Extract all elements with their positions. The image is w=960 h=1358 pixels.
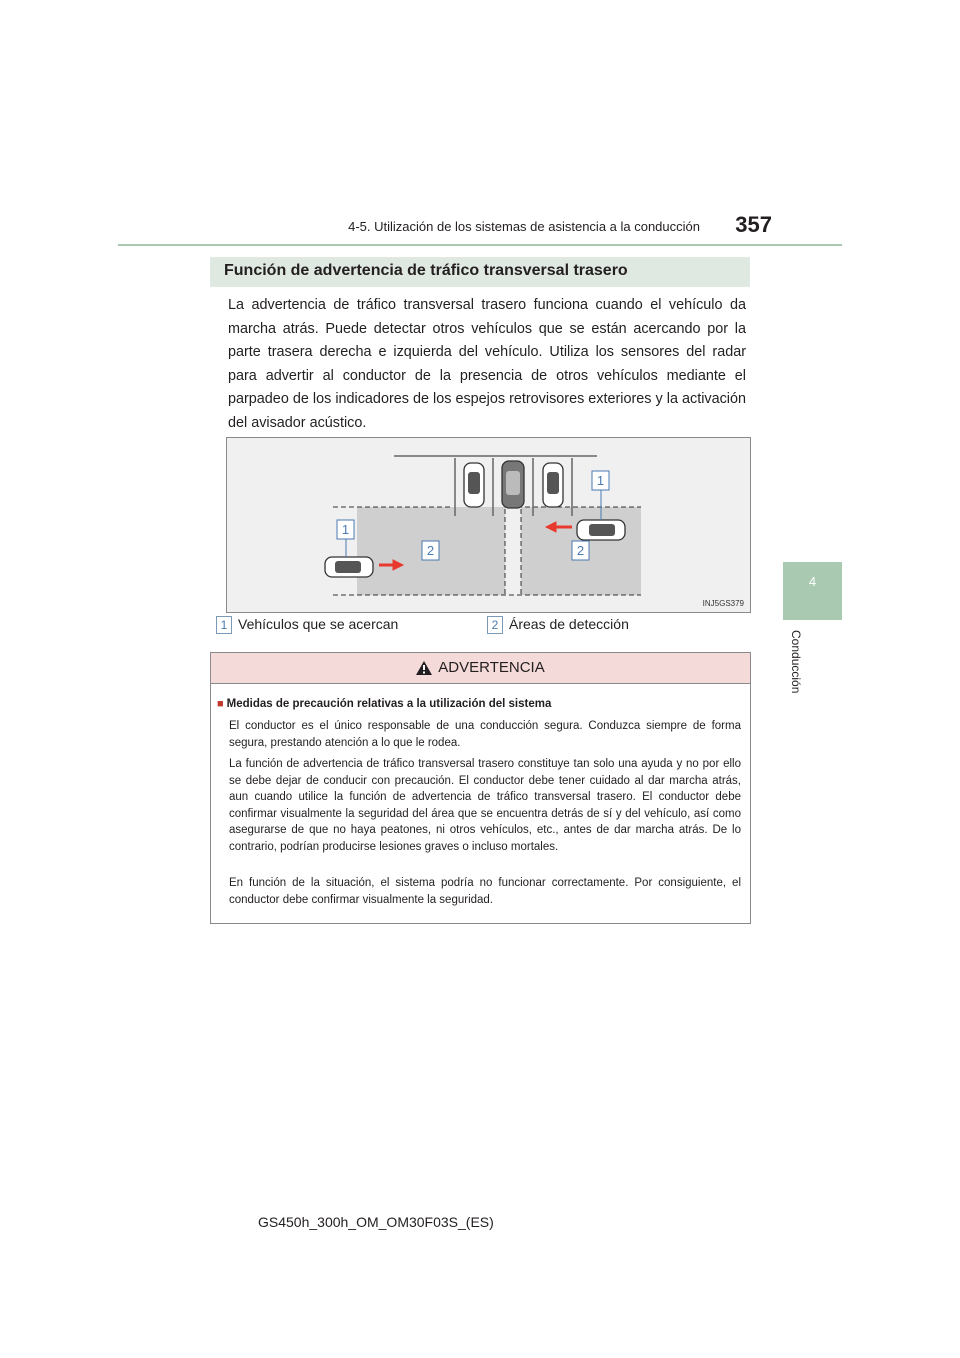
warning-subtitle bbox=[217, 698, 551, 710]
approaching-car-right bbox=[577, 520, 625, 540]
legend-item-2 bbox=[487, 616, 629, 634]
rcta-diagram-svg bbox=[227, 438, 750, 612]
chapter-tab-number: 4 bbox=[808, 574, 817, 589]
warning-icon bbox=[416, 661, 432, 675]
callout-2-right bbox=[572, 541, 589, 560]
square-bullet-icon: ■ bbox=[217, 698, 224, 710]
chapter-tab bbox=[783, 562, 842, 620]
legend-badge-1: 1 bbox=[216, 616, 232, 634]
warning-paragraph-3: En función de la situación, el sistema podría no funcionar correctamente. Por consiguiente, el conductor debe confirmar visualmente la seguridad. bbox=[229, 877, 741, 906]
svg-text:2: 2 bbox=[426, 543, 435, 558]
warning-header bbox=[211, 653, 750, 684]
warning-subtitle-text: Medidas de precaución relativas a la utilización del sistema bbox=[226, 698, 552, 710]
callout-1-right bbox=[592, 471, 609, 490]
approaching-car-left bbox=[325, 557, 373, 577]
parked-car-1 bbox=[464, 463, 484, 507]
legend-label-1: Vehículos que se acercan bbox=[238, 616, 399, 632]
warning-box bbox=[210, 652, 751, 924]
section-title-bar bbox=[210, 257, 750, 287]
figure-code: INJ5GS379 bbox=[702, 599, 744, 608]
section-body: La advertencia de tráfico transversal trasero funciona cuando el vehículo da marcha atrás. Puede detectar otros vehículos que se están acercando por la parte trasera derecha e izquierda del vehículo. Utiliza los sensores del radar para advertir al conductor de la presencia de otros vehículos mediante el parpadeo de los indicadores de los espejos retrovisores exteriores y la activación del avisador acústico. bbox=[228, 297, 746, 431]
warning-paragraph-1: El conductor es el único responsable de una conducción segura. Conduzca siempre de forma segura, prestando atención a lo que le rodea. bbox=[229, 720, 741, 749]
warning-paragraph-2: La función de advertencia de tráfico transversal trasero constituye tan solo una ayuda y no por ello se debe dejar de conducir con precaución. El conductor debe tener cuidado al dar marcha atrás, aun cuando utilice la función de advertencia de tráfico transversal trasero. El conductor debe confirmar visualmente la seguridad del área que se encuentra detrás de sí y del vehículo, así como asegurarse de que no haya peatones, ni otros vehículos, etc., antes de dar marcha atrás. De lo contrario, podrían producirse lesiones graves o incluso mortales. bbox=[229, 758, 741, 853]
chapter-side-label bbox=[783, 630, 803, 710]
rcta-diagram bbox=[226, 437, 751, 613]
svg-text:2: 2 bbox=[576, 543, 585, 558]
legend-badge-2: 2 bbox=[487, 616, 503, 634]
warning-heading: ADVERTENCIA bbox=[438, 659, 545, 676]
svg-text:1: 1 bbox=[341, 522, 350, 537]
section-title: Función de advertencia de tráfico transversal trasero bbox=[224, 262, 628, 279]
chapter-side-label-text: Conducción bbox=[789, 630, 803, 694]
parked-car-3 bbox=[543, 463, 563, 507]
page-number: 357 bbox=[735, 212, 772, 237]
legend-label-2: Áreas de detección bbox=[509, 616, 629, 632]
reversing-car bbox=[502, 461, 524, 508]
footer-code: GS450h_300h_OM_OM30F03S_(ES) bbox=[258, 1214, 494, 1230]
callout-1-left bbox=[337, 520, 354, 539]
header-rule bbox=[118, 244, 842, 246]
legend-item-1 bbox=[216, 616, 398, 634]
svg-text:1: 1 bbox=[596, 473, 605, 488]
callout-2-left bbox=[422, 541, 439, 560]
chapter-header: 4-5. Utilización de los sistemas de asistencia a la conducción bbox=[348, 219, 700, 234]
